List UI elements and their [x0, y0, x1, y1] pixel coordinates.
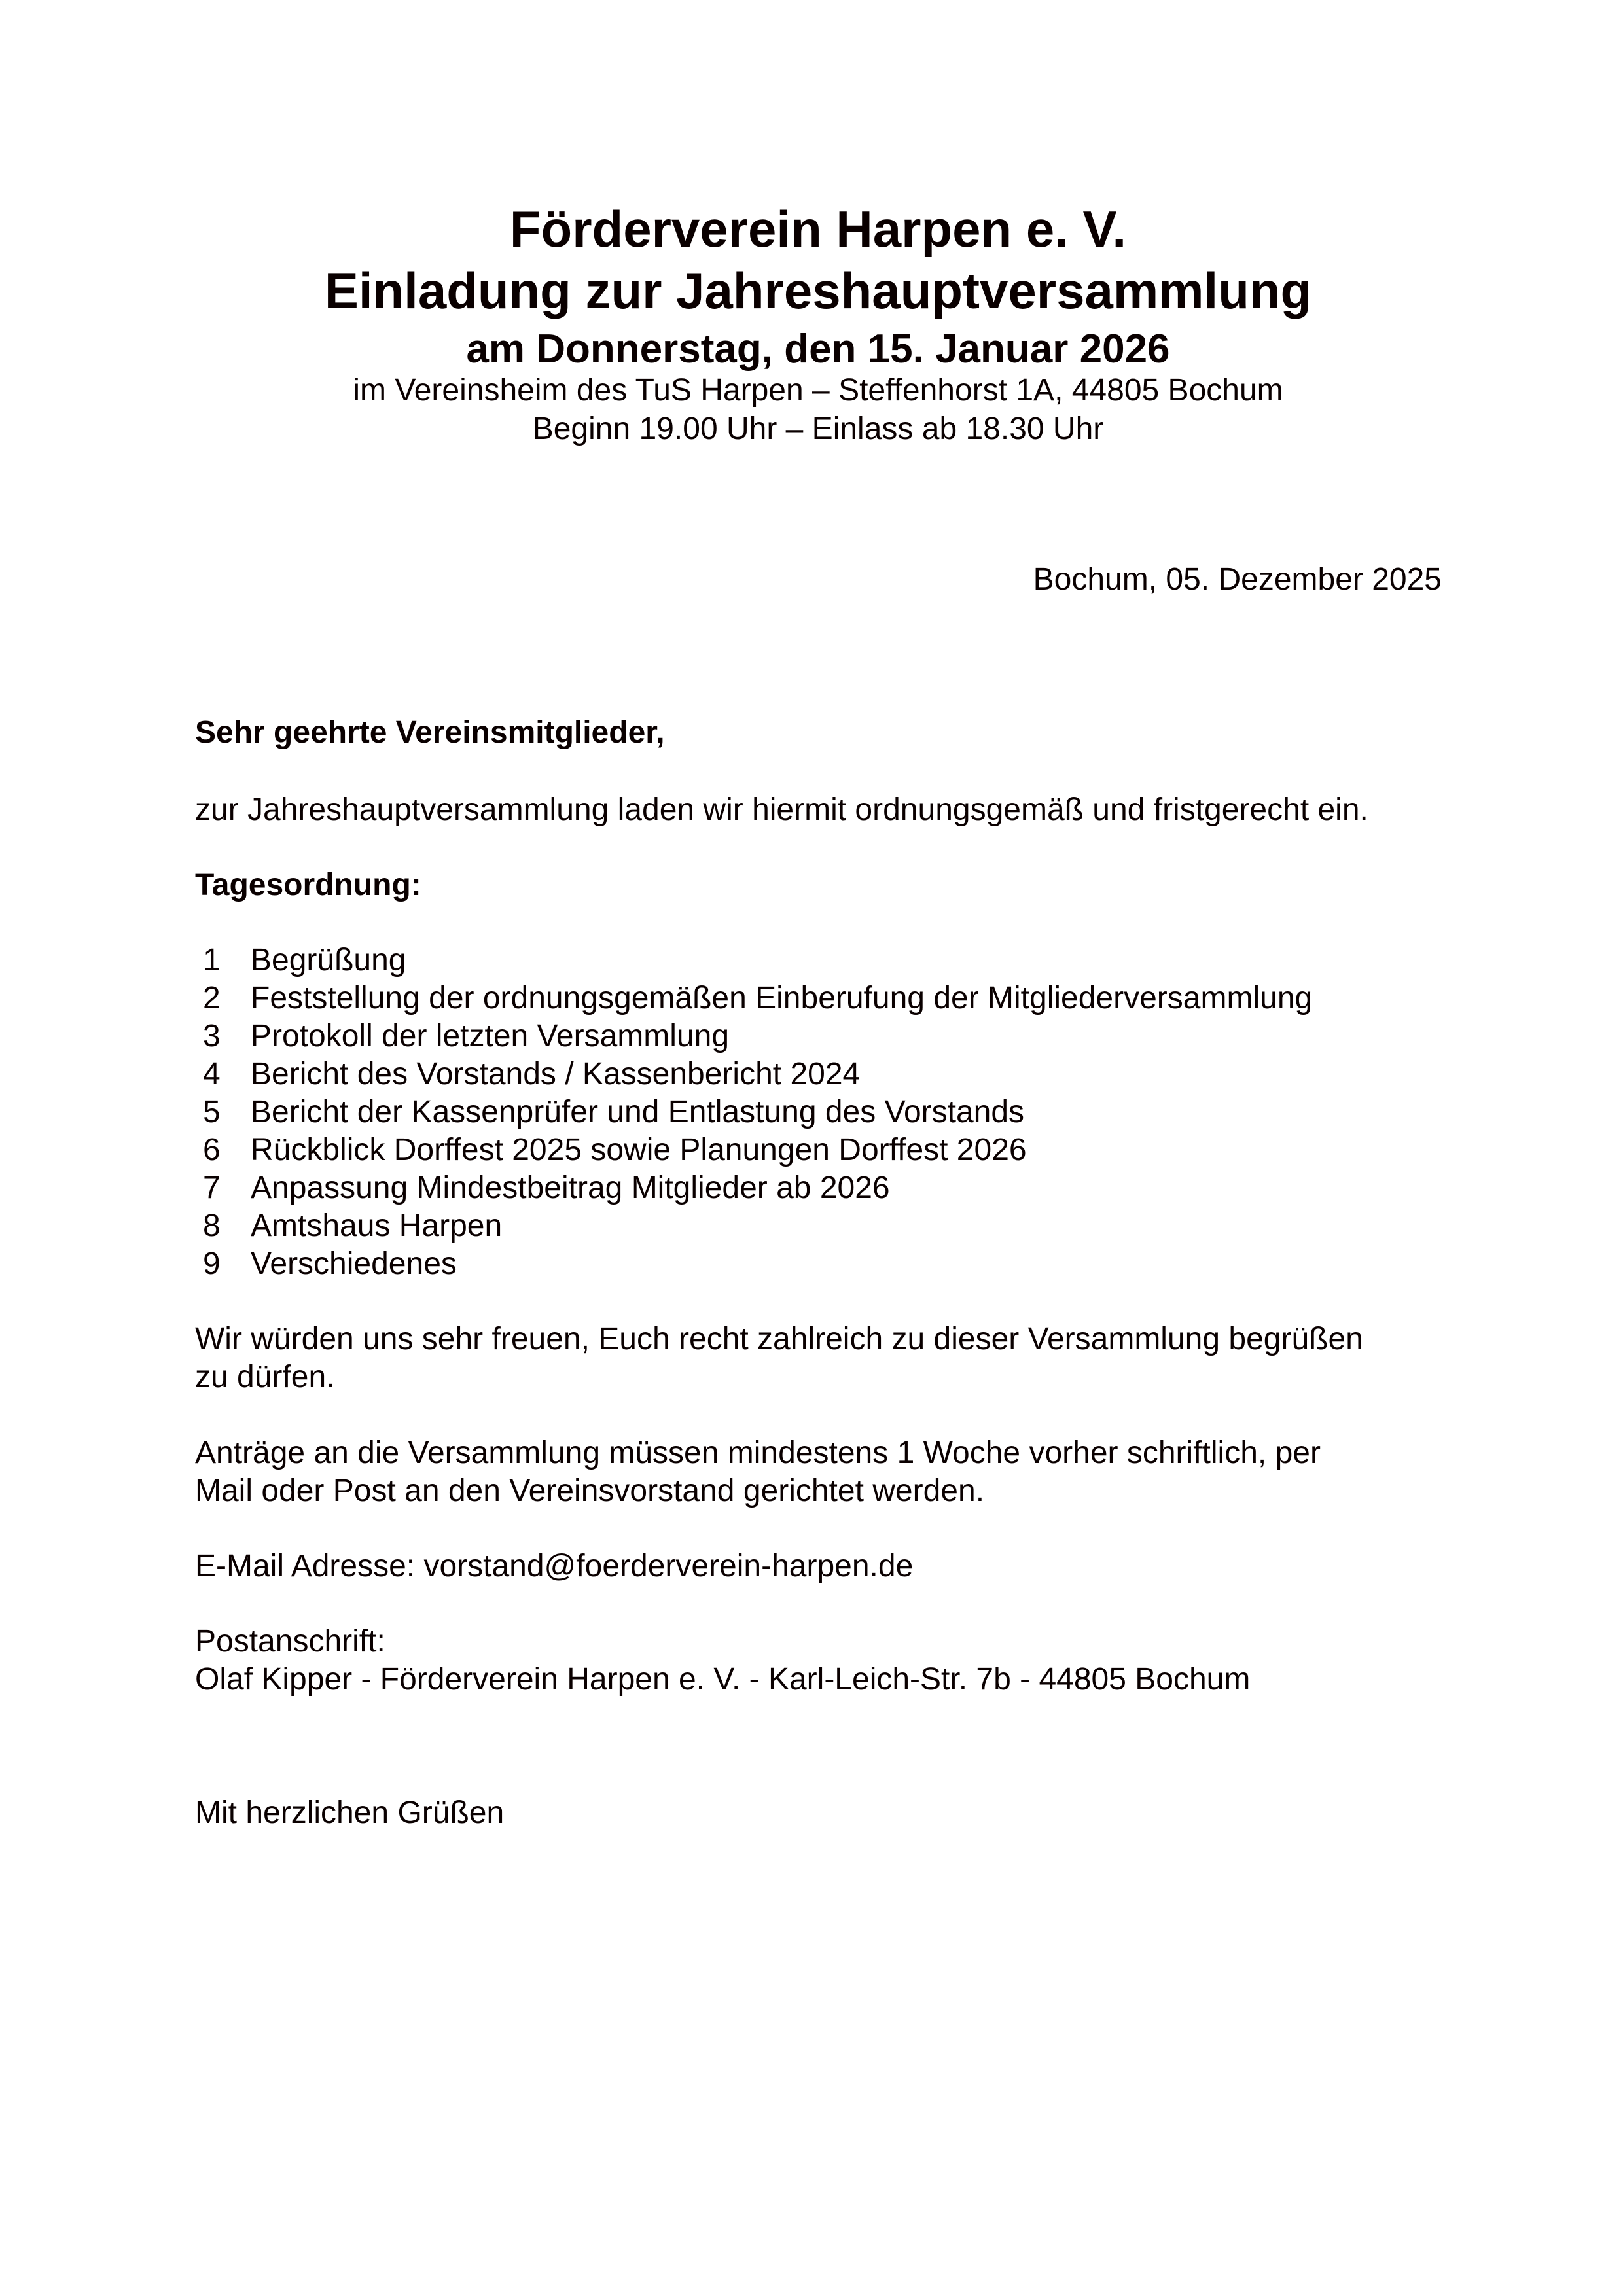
agenda-number: 5 — [203, 1095, 221, 1129]
agenda-text: Bericht der Kassenprüfer und Entlastung des Vorstands — [251, 1095, 1025, 1129]
agenda-text: Protokoll der letzten Versammlung — [251, 1019, 730, 1053]
agenda-text: Rückblick Dorffest 2025 sowie Planungen Dorffest 2026 — [251, 1133, 1027, 1167]
agenda-text: Bericht des Vorstands / Kassenbericht 2024 — [251, 1057, 861, 1091]
document-title: Einladung zur Jahreshauptversammlung — [324, 262, 1312, 319]
agenda-number: 9 — [203, 1246, 221, 1281]
postal-label: Postanschrift: — [195, 1624, 385, 1659]
meeting-time: Beginn 19.00 Uhr – Einlass ab 18.30 Uhr — [532, 412, 1104, 446]
intro-text: zur Jahreshauptversammlung laden wir hiermit ordnungsgemäß und fristgerecht ein. — [195, 792, 1368, 827]
paragraph-motions-line2: Mail oder Post an den Vereinsvorstand gerichtet werden. — [195, 1474, 985, 1508]
closing: Mit herzlichen Grüßen — [195, 1795, 505, 1830]
meeting-location: im Vereinsheim des TuS Harpen – Steffenhorst 1A, 44805 Bochum — [353, 373, 1283, 408]
agenda-text: Anpassung Mindestbeitrag Mitglieder ab 2026 — [251, 1171, 890, 1205]
paragraph-welcome-line2: zu dürfen. — [195, 1360, 335, 1394]
org-name: Förderverein Harpen e. V. — [509, 200, 1127, 258]
agenda-number: 4 — [203, 1057, 221, 1091]
email-address: E-Mail Adresse: vorstand@foerderverein-harpen.de — [195, 1549, 914, 1583]
agenda-number: 6 — [203, 1133, 221, 1167]
agenda-number: 3 — [203, 1019, 221, 1053]
agenda-number: 1 — [203, 943, 221, 978]
agenda-title: Tagesordnung: — [195, 868, 421, 902]
agenda-number: 7 — [203, 1171, 221, 1205]
salutation: Sehr geehrte Vereinsmitglieder, — [195, 715, 665, 750]
agenda-number: 8 — [203, 1209, 221, 1243]
postal-address: Olaf Kipper - Förderverein Harpen e. V. - Karl-Leich-Str. 7b - 44805 Bochum — [195, 1662, 1251, 1697]
agenda-text: Verschiedenes — [251, 1246, 457, 1281]
meeting-date: am Donnerstag, den 15. Januar 2026 — [466, 327, 1170, 372]
place-date: Bochum, 05. Dezember 2025 — [1033, 562, 1442, 597]
agenda-text: Feststellung der ordnungsgemäßen Einberufung der Mitgliederversammlung — [251, 981, 1313, 1016]
paragraph-welcome-line1: Wir würden uns sehr freuen, Euch recht zahlreich zu dieser Versammlung begrüßen — [195, 1322, 1363, 1356]
paragraph-motions-line1: Anträge an die Versammlung müssen mindestens 1 Woche vorher schriftlich, per — [195, 1436, 1321, 1470]
agenda-text: Amtshaus Harpen — [251, 1209, 503, 1243]
agenda-number: 2 — [203, 981, 221, 1016]
agenda-text: Begrüßung — [251, 943, 406, 978]
